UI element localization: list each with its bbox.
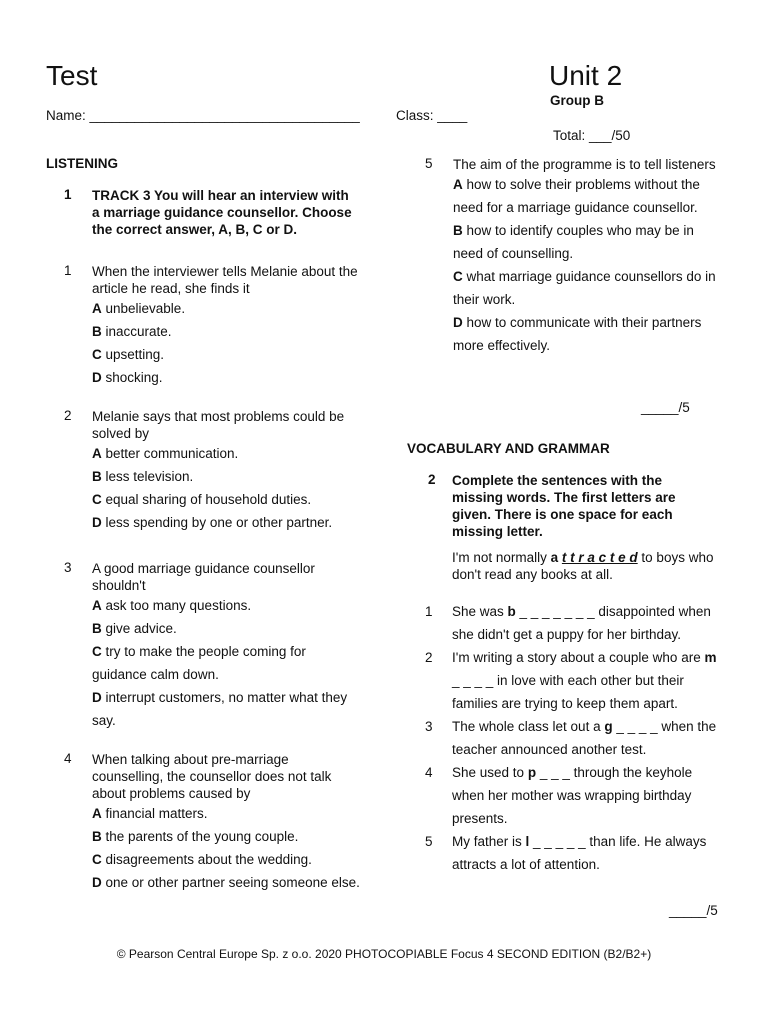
vocab-pre: She used to	[452, 765, 528, 780]
vocab-pre: She was	[452, 604, 508, 619]
answer-option[interactable]	[92, 488, 362, 511]
vocab-pre: My father is	[452, 834, 526, 849]
answer-option[interactable]	[92, 320, 362, 343]
listening-heading: LISTENING	[46, 156, 119, 171]
option-letter: B	[453, 223, 463, 238]
question-number: 1	[64, 263, 72, 278]
option-text: less spending by one or other partner.	[101, 515, 333, 530]
vocab-item-number: 2	[425, 650, 433, 665]
vocab-item-text	[452, 761, 727, 830]
vocab-first-letter: l	[525, 834, 530, 849]
option-text: the parents of the young couple.	[101, 829, 299, 844]
option-text: interrupt customers, no matter what they say.	[92, 690, 348, 728]
task1-number: 1	[64, 187, 72, 202]
option-text: unbelievable.	[101, 301, 186, 316]
option-text: shocking.	[101, 370, 163, 385]
question-1	[46, 263, 376, 389]
option-letter: A	[92, 806, 102, 821]
vocab-item-number: 3	[425, 719, 433, 734]
answer-option[interactable]	[453, 265, 723, 311]
question-number: 4	[64, 751, 72, 766]
answer-option[interactable]	[92, 686, 362, 732]
option-letter: B	[92, 469, 102, 484]
vocab-post: _ _ _ _ _ than life. He always attracts a lot of attention.	[452, 834, 707, 872]
vocab-post: _ _ _ _ in love with each other but their families are trying to keep them apart.	[452, 673, 684, 711]
option-letter: D	[92, 370, 102, 385]
vocab-first-letter: b	[507, 604, 516, 619]
vocab-item-number: 1	[425, 604, 433, 619]
question-number: 3	[64, 560, 72, 575]
option-letter: D	[453, 315, 463, 330]
option-letter: B	[92, 324, 102, 339]
answer-option[interactable]	[453, 311, 723, 357]
option-letter: D	[92, 875, 102, 890]
question-3	[46, 560, 376, 732]
vocab-first-letter: g	[604, 719, 613, 734]
answer-option[interactable]	[92, 640, 362, 686]
answer-option[interactable]	[92, 442, 362, 465]
answer-option[interactable]	[92, 297, 362, 320]
vocab-item-number: 4	[425, 765, 433, 780]
question-body	[92, 751, 362, 894]
option-text: inaccurate.	[101, 324, 172, 339]
question-stem: A good marriage guidance counsellor shouldn't	[92, 561, 315, 593]
option-letter: C	[92, 347, 102, 362]
question-body	[92, 408, 362, 534]
vocab-item	[407, 830, 737, 876]
option-text: try to make the people coming for guidance calm down.	[92, 644, 306, 682]
vocab-item-number: 5	[425, 834, 433, 849]
option-text: upsetting.	[101, 347, 165, 362]
vocab-item-text	[452, 830, 727, 876]
vocab-first-letter: p	[527, 765, 537, 780]
answer-option[interactable]	[92, 594, 362, 617]
example-first-letter: a	[550, 550, 559, 565]
vocab-item-text	[452, 646, 727, 715]
footer-copyright: © Pearson Central Europe Sp. z o.o. 2020 PHOTOCOPIABLE Focus 4 SECOND EDITION (B2/B2+)	[116, 947, 652, 961]
unit-title: Unit 2	[549, 60, 623, 91]
question-stem: The aim of the programme is to tell listeners	[453, 157, 716, 172]
vocab-heading: VOCABULARY AND GRAMMAR	[407, 441, 610, 456]
option-text: equal sharing of household duties.	[101, 492, 312, 507]
answer-option[interactable]	[453, 173, 723, 219]
option-text: ask too many questions.	[101, 598, 252, 613]
total-field: Total: ___/50	[553, 128, 631, 143]
example-pre: I'm not normally	[452, 550, 551, 565]
option-letter: A	[92, 301, 102, 316]
vocab-item-text	[452, 715, 727, 761]
question-number: 2	[64, 408, 72, 423]
option-letter: B	[92, 829, 102, 844]
option-text: how to solve their problems without the need for a marriage guidance counsellor.	[453, 177, 700, 215]
vocab-pre: I'm writing a story about a couple who are	[452, 650, 705, 665]
option-letter: D	[92, 690, 102, 705]
vocab-pre: The whole class let out a	[452, 719, 605, 734]
answer-option[interactable]	[453, 219, 723, 265]
option-letter: D	[92, 515, 102, 530]
page-title: Test	[46, 60, 98, 91]
answer-option[interactable]	[92, 343, 362, 366]
question-stem: Melanie says that most problems could be solved by	[92, 409, 345, 441]
question-stem: When talking about pre-marriage counselling, the counsellor does not talk about problems caused by	[92, 752, 332, 801]
answer-option[interactable]	[92, 802, 362, 825]
example-post: to boys who don't read any books at all.	[452, 550, 714, 582]
option-text: give advice.	[101, 621, 177, 636]
answer-option[interactable]	[92, 617, 362, 640]
vocab-score: _____/5	[669, 903, 718, 918]
answer-option[interactable]	[92, 366, 362, 389]
option-letter: C	[92, 492, 102, 507]
question-body	[92, 560, 362, 732]
option-text: how to communicate with their partners more effectively.	[453, 315, 702, 353]
vocab-item-text	[452, 600, 727, 646]
question-stem: When the interviewer tells Melanie about the article he read, she finds it	[92, 264, 358, 296]
option-letter: A	[92, 446, 102, 461]
option-letter: B	[92, 621, 102, 636]
group-label: Group B	[550, 93, 604, 108]
vocab-item	[407, 646, 737, 715]
answer-option[interactable]	[92, 848, 362, 871]
vocab-item	[407, 761, 737, 830]
question-number: 5	[425, 156, 433, 171]
vocab-item	[407, 715, 737, 761]
answer-option[interactable]	[92, 465, 362, 488]
question-body	[92, 263, 362, 389]
question-5	[407, 156, 737, 357]
question-body	[453, 156, 723, 357]
answer-option[interactable]	[92, 825, 362, 848]
option-letter: C	[92, 852, 102, 867]
option-text: one or other partner seeing someone else.	[101, 875, 360, 890]
name-field: Name: ____________________________________	[46, 108, 360, 123]
option-text: disagreements about the wedding.	[101, 852, 312, 867]
example-sentence	[452, 549, 717, 583]
option-text: better communication.	[101, 446, 239, 461]
answer-option[interactable]	[92, 511, 362, 534]
option-text: how to identify couples who may be in need of counselling.	[453, 223, 694, 261]
task1-instructions: TRACK 3 You will hear an interview with a marriage guidance counsellor. Choose the correct answer, A, B, C or D.	[92, 188, 352, 237]
option-letter: A	[92, 598, 102, 613]
vocab-items	[407, 600, 737, 876]
example-answer: t t r a c t e d	[561, 550, 638, 565]
option-letter: C	[453, 269, 463, 284]
vocab-first-letter: m	[704, 650, 717, 665]
option-text: what marriage guidance counsellors do in their work.	[453, 269, 716, 307]
question-4	[46, 751, 376, 894]
vocab-item	[407, 600, 737, 646]
option-text: less television.	[101, 469, 194, 484]
question-2	[46, 408, 376, 534]
answer-option[interactable]	[92, 871, 362, 894]
vocab-post: _ _ _ _ _ _ _ disappointed when she didn't get a puppy for her birthday.	[452, 604, 711, 642]
class-field: Class: ____	[396, 108, 468, 123]
option-letter: A	[453, 177, 463, 192]
listening-score: _____/5	[641, 400, 690, 415]
task2-number: 2	[428, 472, 436, 487]
vocab-post: _ _ _ through the keyhole when her mother was wrapping birthday presents.	[452, 765, 693, 826]
option-text: financial matters.	[101, 806, 208, 821]
option-letter: C	[92, 644, 102, 659]
task2-instructions: Complete the sentences with the missing words. The first letters are given. There is one space for each missing letter.	[452, 473, 676, 539]
vocab-post: _ _ _ _ when the teacher announced another test.	[452, 719, 717, 757]
